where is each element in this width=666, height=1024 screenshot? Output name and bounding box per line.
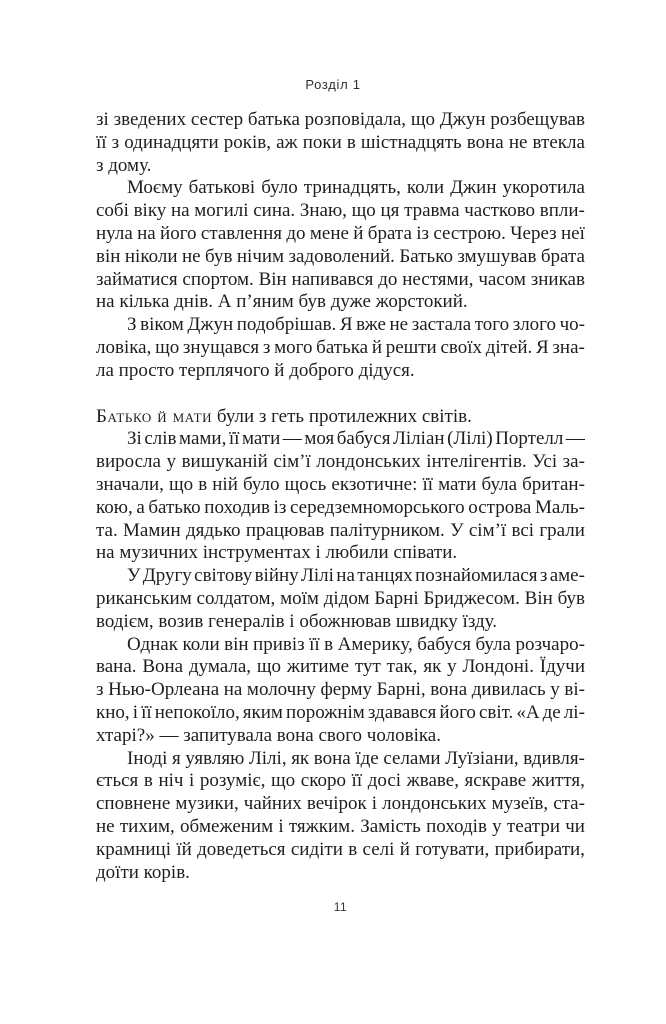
paragraph	[96, 406, 585, 429]
text-line: зі зведених сестер батька розповідала, що Джун розбещував	[96, 109, 585, 130]
text-line: займатися спортом. Він напивався до нестями, часом зникав	[96, 268, 585, 290]
text-block	[96, 109, 585, 884]
text-line: крамниці їй доведеться сидіти в селі й готувати, прибирати,	[96, 838, 585, 860]
text-line: У Другу світову війну Лілі на танцях познайомилася з аме-	[127, 565, 585, 587]
text-line: значали, що в ній було щось екзотичне: її мати була британ-	[96, 473, 585, 495]
text-line: нула на його ставлення до мене й брата із сестрою. Через неї	[96, 222, 585, 244]
text-line: ла просто терплячого й доброго дідуся.	[96, 359, 415, 381]
text-line: сповнене музики, чайних вечірок і лондонських музеїв, ста-	[96, 793, 585, 815]
paragraph	[96, 748, 585, 885]
text-line: та. Мамин дядько працював палітурником. У сім’ї всі грали	[96, 519, 585, 541]
text-line: на кілька днів. А п’яним був дуже жорстокий.	[96, 291, 468, 313]
text-line: кно, і її непокоїло, яким порожнім здавався його світ. «А де лі-	[96, 701, 585, 723]
text-line: не тихим, обмеженим і тяжким. Замість походів у театри чи	[96, 815, 585, 837]
paragraph	[96, 314, 585, 382]
page-number: 11	[333, 900, 348, 914]
paragraph	[96, 109, 585, 177]
text-line: кою, а батько походив із середземноморського острова Маль-	[96, 496, 585, 518]
text-line: собі віку на могилі сина. Знаю, що ця травма частково впли-	[96, 200, 585, 222]
chapter-heading: Розділ 1	[305, 77, 361, 92]
text-line: доїти корів.	[96, 861, 190, 883]
paragraph	[96, 177, 585, 314]
text-line: ється в ніч і розуміє, що скоро її досі жваве, яскраве життя,	[96, 770, 585, 792]
text-line: виросла у вишуканій сім’ї лондонських інтелігентів. Усі за-	[96, 451, 585, 473]
text-line: Іноді я уявляю Лілі, як вона їде селами Луїзіани, вдивля-	[127, 747, 585, 769]
text-line: вана. Вона думала, що житиме тут так, як у Лондоні. Їдучи	[96, 656, 585, 678]
paragraph	[96, 428, 585, 565]
text-line: з Нью-Орлеана на молочну ферму Барні, вона дивилась у ві-	[96, 679, 585, 701]
text-line: з дому.	[96, 154, 152, 176]
text-line: Зі слів мами, її мати — моя бабуся Ліліан (Лілі) Портелл —	[127, 428, 585, 450]
text-line: Однак коли він привіз її в Америку, бабуся була розчаро-	[127, 633, 585, 655]
paragraph	[96, 634, 585, 748]
text-line: риканським солдатом, моїм дідом Барні Бриджесом. Він був	[96, 587, 585, 609]
text-line: Моєму батькові було тринадцять, коли Джин укоротила	[127, 177, 585, 199]
paragraph	[96, 565, 585, 633]
text-line: він ніколи не був нічим задоволений. Батько змушував брата	[96, 245, 585, 267]
text-line: її з одинадцяти років, аж поки в шістнадцять вона не втекла	[96, 131, 585, 153]
text-line: З віком Джун подобрішав. Я вже не застала того злого чо-	[127, 314, 585, 336]
small-caps-lead: Батько й мати	[96, 405, 213, 427]
text-line: хтарі?» — запитувала вона свого чоловіка.	[96, 724, 441, 746]
text-line: на музичних інструментах і любили співати.	[96, 542, 458, 564]
text-line: ловіка, що знущався з мого батька й решти своїх дітей. Я зна-	[96, 336, 585, 358]
text-line: водієм, возив генералів і обожнював швидку їзду.	[96, 610, 498, 632]
text-line: Батько й мати були з геть протилежних світів.	[96, 405, 472, 427]
